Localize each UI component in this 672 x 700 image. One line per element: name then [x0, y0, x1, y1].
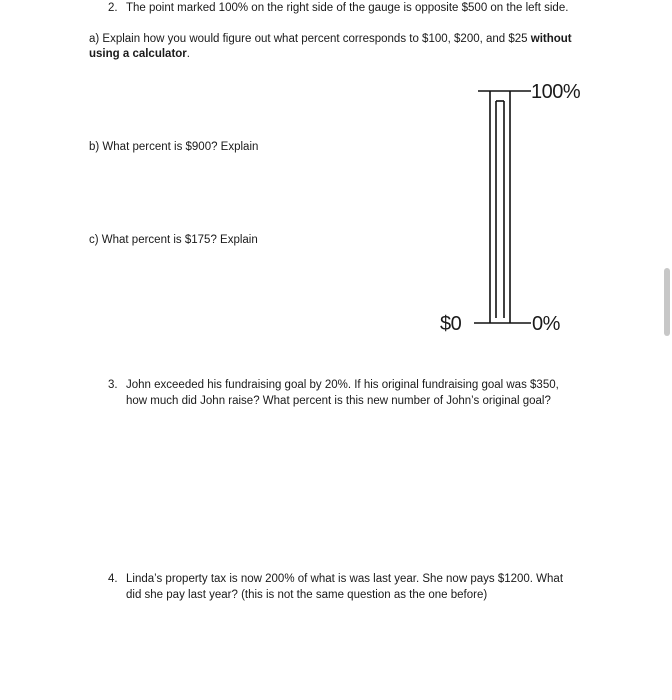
question-2	[108, 0, 568, 16]
question-4-text-line1: Linda’s property tax is now 200% of what is was last year. She now pays $1200. What	[126, 573, 564, 585]
question-3-text-line1: John exceeded his fundraising goal by 20%. If his original fundraising goal was $350,	[126, 379, 559, 391]
question-2a-bold-without: without	[530, 33, 572, 45]
question-3-line1	[108, 377, 559, 393]
question-2c: c) What percent is $175? Explain	[89, 234, 258, 246]
question-3-text-line2: how much did John raise? What percent is this new number of John’s original goal?	[126, 395, 551, 407]
question-2a-bold-calculator: using a calculator	[89, 48, 187, 60]
question-4-line1	[108, 571, 563, 587]
question-4-number: 4.	[108, 573, 118, 585]
gauge-label-0-percent: 0%	[532, 313, 560, 335]
question-2a-line1	[89, 31, 572, 47]
scrollbar-thumb[interactable]	[664, 268, 670, 336]
question-2-text: The point marked 100% on the right side of the gauge is opposite $500 on the left side.	[126, 2, 569, 14]
question-2a-end: .	[186, 48, 190, 60]
question-2b: b) What percent is $900? Explain	[89, 141, 259, 153]
question-2a-text: a) Explain how you would figure out what percent corresponds to $100, $200, and $25	[89, 33, 531, 45]
question-4-text-line2: did she pay last year? (this is not the same question as the one before)	[126, 589, 488, 601]
scrollbar-track[interactable]	[662, 0, 672, 700]
question-2-number: 2.	[108, 2, 118, 14]
question-2a-line2	[89, 46, 190, 62]
gauge-label-zero-dollars: $0	[440, 313, 462, 335]
gauge-label-100-percent: 100%	[531, 81, 581, 103]
question-3-number: 3.	[108, 379, 118, 391]
